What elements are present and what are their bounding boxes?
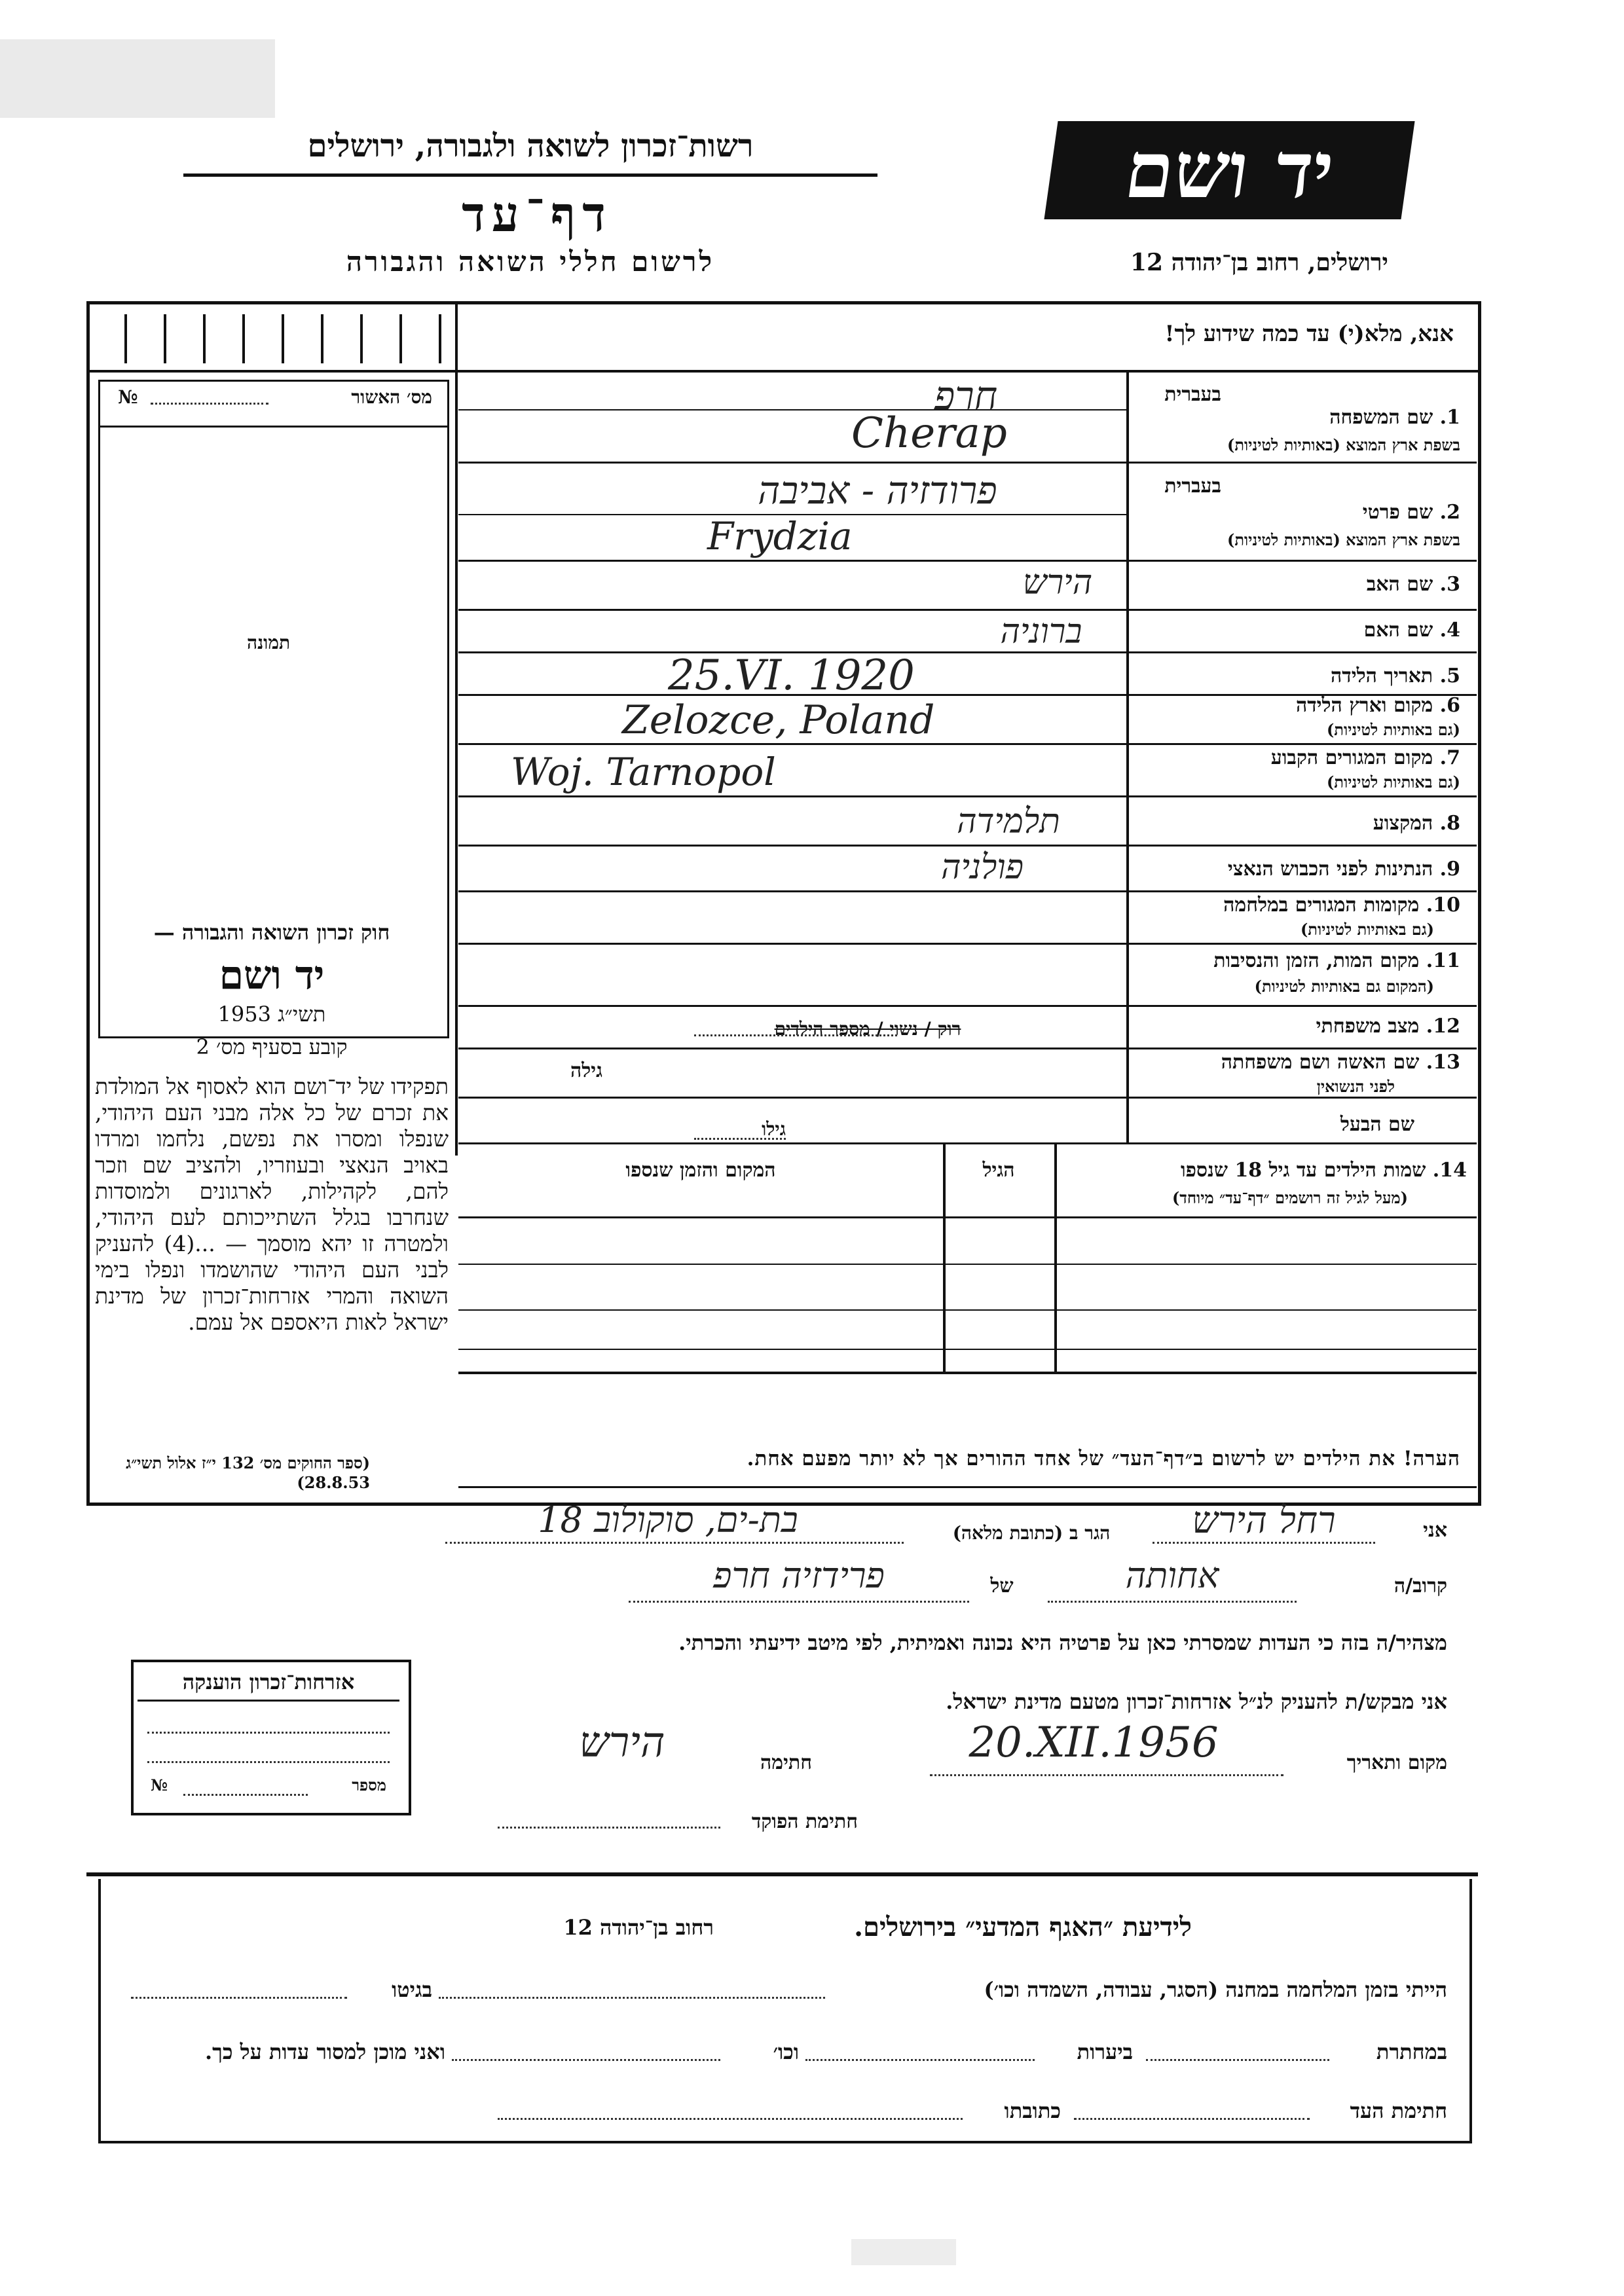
field-3-label [1139, 573, 1460, 596]
decl-place-date-label: מקום ותאריך [1346, 1751, 1447, 1774]
authority-underline [183, 173, 877, 177]
field-13-label [1126, 1051, 1460, 1074]
field-1-value-latin[interactable]: Cherap [851, 409, 1007, 458]
photo-label: תמונה [246, 632, 291, 653]
field-12-label [1126, 1015, 1460, 1038]
field-10-label [1126, 894, 1460, 917]
children-num: 14. [1432, 1159, 1467, 1182]
field-8-num: 8. [1439, 812, 1460, 835]
field-11-label [1126, 949, 1460, 972]
field-5-label-text: תאריך הלידה [1331, 665, 1433, 687]
address: ירושלים, רחוב בן־יהודה 12 [1130, 249, 1388, 276]
field-10-num: 10. [1426, 894, 1460, 917]
field-1-value-he[interactable]: חרפ [934, 373, 998, 419]
form-subtitle: לרשום חללי השואה והגבורה [346, 246, 715, 278]
children-label-text: שמות הילדים עד גיל 18 שנספו [1180, 1159, 1426, 1182]
field-2-sub: בשפת ארץ המוצא (באותיות לטיניות) [1227, 530, 1460, 549]
decl-request: אני מבקש/ת להעניק לנ״ל אזרחות־זכרון מטעם מדינת ישראל. [946, 1689, 1447, 1714]
footer-line1-b: בגיטו [392, 1977, 432, 2002]
field-11-label-text: מקום המות, הזמן והנסיבות [1213, 949, 1420, 972]
field-11-value[interactable] [465, 949, 1120, 1002]
field-9-value[interactable]: פולניה [941, 848, 1024, 887]
decl-i-label: אני [1423, 1519, 1447, 1542]
field-9-label-text: הנתינות לפני הכבוש הנאצי [1227, 858, 1433, 881]
field-5-value[interactable]: 25.VI. 1920 [668, 651, 915, 700]
field-12-label-text: מצב משפחתי [1316, 1015, 1420, 1038]
field-11-num: 11. [1426, 949, 1460, 972]
field-6-label [1139, 694, 1460, 717]
field-2-value-he[interactable]: פרודזיה - אביבה [758, 468, 997, 513]
law-name: יד ושם [219, 953, 325, 998]
decl-i-value[interactable]: רחל הירש [1192, 1499, 1336, 1542]
field-4-label [1139, 619, 1460, 642]
authority-title: רשות־זכרון לשואה ולגבורה, ירושלים [307, 128, 754, 164]
footer-etc-field[interactable] [452, 2059, 720, 2061]
footer-camp-field[interactable] [439, 1997, 825, 1999]
decl-officer-field[interactable] [498, 1827, 720, 1829]
field-13-value[interactable]: גילה [570, 1059, 602, 1082]
footer-line2-b: ביערות [1077, 2039, 1133, 2064]
field-8-label-text: המקצוע [1373, 812, 1433, 835]
citizenship-number-label: מספר [352, 1776, 386, 1795]
law-clause: קובע בסעיף מס׳ 2 [196, 1034, 348, 1059]
field-12-dots [694, 1034, 897, 1036]
field-10-value[interactable] [465, 897, 1120, 936]
field-10-sub: (גם באותיות לטיניות) [1300, 920, 1434, 939]
field-3-value[interactable]: הירש [1022, 563, 1093, 602]
field-6-label-text: מקום וארץ הלידה [1295, 694, 1433, 717]
footer-line2-c: וכו׳ [773, 2039, 799, 2064]
field-13-num: 13. [1426, 1051, 1460, 1074]
footer-witness-sign-field[interactable] [1074, 2118, 1310, 2120]
field-8-value[interactable]: תלמידה [957, 802, 1060, 841]
field-4-label-text: שם האם [1363, 619, 1433, 642]
instructions: אנא, מלא(י) עד כמה שידוע לך! [1164, 321, 1454, 347]
decl-signature-label: חתימה [760, 1751, 812, 1774]
children-label [1061, 1159, 1467, 1182]
law-year: תשי״ג 1953 [217, 1002, 326, 1027]
husband-label: שם הבעל [1340, 1113, 1414, 1136]
field-3-label-text: שם האב [1366, 573, 1433, 596]
footer-witness-address-field[interactable] [498, 2118, 963, 2120]
law-body: תפקידו של יד־ושם הוא לאסוף אל המולדת את זכרם של כל אלה מבני העם היהודי, שנפלו ומסרו את נפשם, נלחמו ומרדו באויב הנאצי ובעוזריו, ולהציב שם וזכר להם, לקהילות, לארגונים ולמוסדות שנחרבו בגלל השתייכותם לעם היהודי, ולמטרה זו יהא מוסמך — ...(4) להעניק לבני העם היהודי שהושמדו ונפלו בימי השואה והמרי אזרחות־זכרון של מדינת ישראל לאות היאספם אל עמם. [95, 1074, 449, 1335]
field-6-sub: (גם באותיות לטיניות) [1326, 720, 1460, 739]
scan-noise [851, 2239, 956, 2265]
footer-ghetto-field[interactable] [131, 1997, 347, 1999]
field-12-num: 12. [1426, 1015, 1460, 1038]
field-3-num: 3. [1439, 573, 1460, 596]
note: הערה! את הילדים יש לרשום ב״דף־העד״ של אחד ההורים אך לא יותר מפעם אחת. [747, 1447, 1460, 1470]
decl-place-date-value[interactable]: 20.XII.1956 [969, 1719, 1219, 1767]
decl-relative-value[interactable]: אחותה [1125, 1555, 1219, 1596]
field-7-num: 7. [1439, 746, 1460, 769]
field-2-value-latin[interactable]: Frydzia [707, 514, 853, 558]
field-2-label-text: שם פרטי [1362, 501, 1433, 524]
field-9-num: 9. [1439, 858, 1460, 881]
field-2-label [1231, 501, 1460, 524]
decl-officer-label: חתימת הפוקד [751, 1810, 858, 1833]
citizenship-title: אזרחות־זכרון הוענקה [138, 1669, 399, 1702]
footer-line2-a: במחתרת [1376, 2039, 1447, 2064]
field-2-num: 2. [1439, 501, 1460, 524]
field-8-label [1139, 812, 1460, 835]
form-title: דף־עד [462, 187, 612, 243]
footer-line1-a: הייתי בזמן המלחמה במחנה (הסגר, עבודה, השמדה וכו׳) [984, 1977, 1447, 2002]
decl-relative-label: קרוב/ה [1393, 1575, 1447, 1597]
approval-no-field[interactable] [151, 403, 268, 405]
field-1-label [1231, 406, 1460, 429]
field-7-label [1139, 746, 1460, 769]
field-1-tag: בעברית [1164, 383, 1221, 406]
field-2-tag: בעברית [1164, 475, 1221, 498]
field-1-label-text: שם המשפחה [1329, 406, 1433, 429]
field-12-value[interactable]: רוק / נשוי / מספר הילדים [774, 1018, 961, 1040]
footer-title: לידיעת ״האגף המדעי״ בירושלים. [854, 1912, 1192, 1942]
field-9-label [1126, 858, 1460, 881]
decl-statement: מצהיר/ה בזה כי העדות שמסרתי כאן על פרטיה היא נכונה ואמיתית, לפי מיטב ידיעתי והכרתי. [678, 1630, 1447, 1655]
footer-rule [86, 1872, 1478, 1876]
field-13-sub: לפני הנשואין [1316, 1077, 1395, 1096]
id-boxes[interactable] [124, 314, 441, 363]
field-7-label-text: מקום המגורים הקבוע [1270, 746, 1433, 769]
field-6-num: 6. [1439, 694, 1460, 717]
children-col-place: המקום והזמן שנספו [625, 1159, 776, 1182]
field-5-label [1139, 665, 1460, 687]
field-5-num: 5. [1439, 665, 1460, 687]
law-title: חוק זכרון השואה והגבורה — [153, 920, 390, 945]
decl-of-value[interactable]: פרידזיה חרפ [713, 1555, 885, 1596]
field-4-value[interactable]: ברוניה [1000, 612, 1082, 651]
field-4-num: 4. [1439, 619, 1460, 642]
husband-value[interactable]: גילו [762, 1118, 786, 1140]
field-10-label-text: מקומות המגורים במלחמה [1223, 894, 1420, 917]
citizenship-number-field[interactable] [183, 1794, 308, 1796]
footer-underground-field[interactable] [1146, 2059, 1329, 2061]
footer-line3-a: חתימת העד [1350, 2098, 1447, 2123]
footer-line2-d: ואני מוכן למסור עדות על כך. [204, 2039, 445, 2064]
field-13-label-text: שם האשה ושם משפחתה [1221, 1051, 1420, 1074]
approval-no-sign: № [118, 386, 138, 408]
yad-vashem-logo: יד ושם [1044, 121, 1414, 219]
decl-signature-value[interactable]: הירש [579, 1719, 665, 1767]
scan-noise [0, 39, 275, 118]
decl-lives-label: הגר ב (כתובת מלאה) [952, 1522, 1111, 1544]
decl-lives-value[interactable]: בת-ים, סוקולוב 18 [538, 1499, 798, 1540]
children-sub: (מעל לגיל זה רושמים ״דף־עד״ מיוחד) [1172, 1188, 1408, 1207]
field-1-sub: בשפת ארץ המוצא (באותיות לטיניות) [1227, 435, 1460, 454]
field-1-num: 1. [1439, 406, 1460, 429]
footer-forests-field[interactable] [805, 2059, 1035, 2061]
field-6-value[interactable]: Zelozce, Poland [622, 697, 935, 743]
field-7-sub: (גם באותיות לטיניות) [1326, 773, 1460, 792]
decl-of-label: של [990, 1575, 1014, 1597]
footer-address: רחוב בן־יהודה 12 [563, 1915, 714, 1940]
approval-no-label: מס׳ האשור [351, 386, 432, 408]
footer-line3-b: כתובתו [1004, 2098, 1061, 2123]
children-col-age: הגיל [982, 1159, 1015, 1182]
law-ref: (ספר החוקים מס׳ 132 י״ז אלול תשי״ג 28.8.53) [126, 1453, 370, 1492]
field-11-sub: (המקום גם באותיות לטיניות) [1254, 977, 1434, 996]
husband-dots [694, 1138, 786, 1140]
field-7-value[interactable]: Woj. Tarnopol [511, 750, 776, 794]
citizenship-number-sign: № [151, 1776, 168, 1795]
